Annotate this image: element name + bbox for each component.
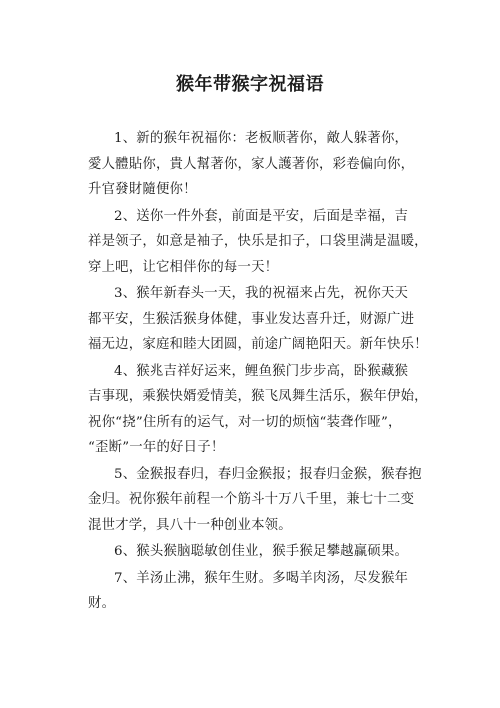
paragraph-line: 财。 bbox=[88, 596, 116, 611]
paragraph-line: 5、金猴报春归，春归金猴报；报春归金猴，猴春抱 bbox=[114, 466, 422, 482]
paragraph-line: “歪断”一年的好日子！ bbox=[88, 440, 225, 455]
paragraph-line: 4、猴兆吉祥好运来，鲤鱼猴门步步高，卧猴藏猴 bbox=[114, 363, 409, 379]
document-title: 猴年带猴字祝福语 bbox=[176, 74, 324, 95]
paragraph-line: 1、新的猴年祝福你：老板顺著你，敵人躲著你， bbox=[114, 131, 409, 146]
paragraph-line: 7、羊汤止沸，猴年生财。多喝羊肉汤，尽发猴年 bbox=[114, 570, 409, 586]
paragraph-line: 穿上吧，让它相伴你的每一天！ bbox=[88, 259, 279, 275]
paragraph-line: 祝你“挠”住所有的运气，对一切的烦恼“装聋作哑”， bbox=[88, 414, 402, 430]
paragraph-line: 愛人體貼你，貴人幫著你，家人護著你，彩卷偏向你， bbox=[88, 156, 415, 172]
paragraph-line: 2、送你一件外套，前面是平安，后面是幸福，吉 bbox=[114, 208, 409, 224]
paragraph bbox=[88, 462, 428, 539]
paragraph-line: 金归。祝你猴年前程一个筋斗十万八千里，兼七十二变 bbox=[88, 492, 415, 507]
paragraph-line: 祥是领子，如意是袖子，快乐是扣子，口袋里满是温暖， bbox=[88, 234, 428, 249]
document-body bbox=[88, 126, 428, 618]
paragraph bbox=[88, 204, 428, 281]
paragraph bbox=[88, 126, 428, 203]
paragraph-line: 3、猴年新春头一天，我的祝福来占先，祝你天天 bbox=[114, 286, 409, 301]
paragraph-line: 福无边，家庭和睦大团圆，前途广阔艳阳天。新年快乐！ bbox=[88, 337, 428, 352]
paragraph-line: 混世才学，具八十一种创业本领。 bbox=[88, 517, 292, 533]
paragraph-line: 6、猴头猴脑聪敏创佳业，猴手猴足攀越赢硕果。 bbox=[114, 544, 409, 559]
paragraph bbox=[88, 539, 428, 565]
paragraph bbox=[88, 566, 428, 617]
paragraph bbox=[88, 281, 428, 358]
paragraph-line: 都平安，生猴活猴身体健，事业发达喜升迁，财源广进 bbox=[88, 311, 415, 327]
paragraph-line: 升官發財隨便你！ bbox=[88, 182, 197, 197]
paragraph-line: 吉事现，乘猴快婿爱情美，猴飞凤舞生活乐，猴年伊始， bbox=[88, 389, 428, 404]
paragraph bbox=[88, 359, 428, 461]
